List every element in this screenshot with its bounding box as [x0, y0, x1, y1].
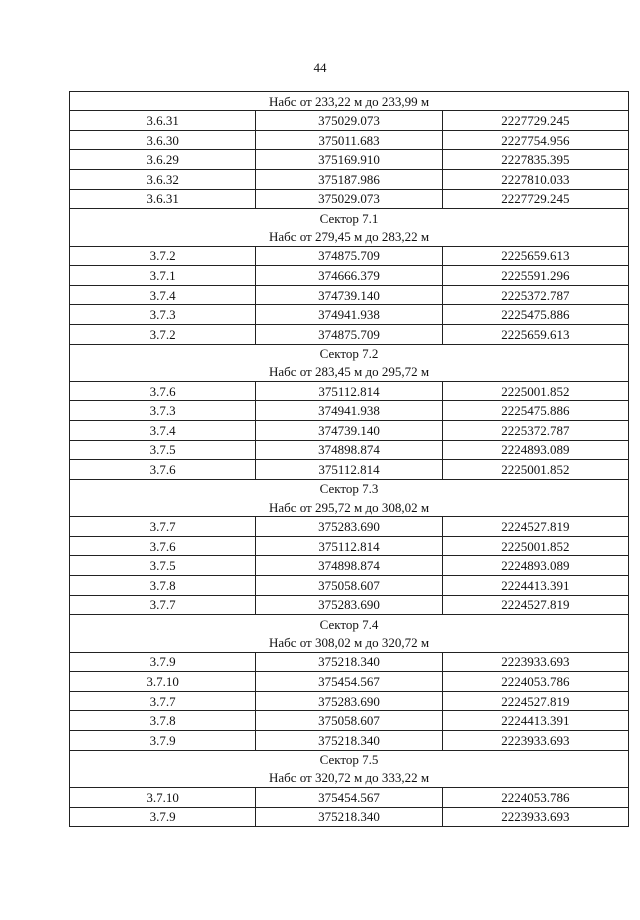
y-coordinate-cell: 2223933.693 [442, 730, 628, 750]
sector-heading-row [70, 344, 629, 363]
y-coordinate-cell: 2225372.787 [442, 421, 628, 441]
x-coordinate-cell: 375283.690 [256, 691, 442, 711]
x-coordinate-cell: 375029.073 [256, 111, 442, 131]
point-id-cell: 3.6.30 [70, 130, 256, 150]
point-id-cell: 3.7.2 [70, 246, 256, 266]
coordinates-table-body [70, 92, 629, 827]
table-row [70, 189, 629, 209]
point-id-cell: 3.6.31 [70, 111, 256, 131]
table-row [70, 652, 629, 672]
y-coordinate-cell: 2224893.089 [442, 556, 628, 576]
table-row [70, 536, 629, 556]
sector-heading-row [70, 209, 629, 228]
x-coordinate-cell: 375218.340 [256, 807, 442, 827]
x-coordinate-cell: 375169.910 [256, 150, 442, 170]
point-id-cell: 3.7.4 [70, 421, 256, 441]
y-coordinate-cell: 2227729.245 [442, 111, 628, 131]
y-coordinate-cell: 2225372.787 [442, 285, 628, 305]
table-row [70, 595, 629, 615]
y-coordinate-cell: 2225001.852 [442, 536, 628, 556]
table-row [70, 421, 629, 441]
point-id-cell: 3.7.3 [70, 305, 256, 325]
y-coordinate-cell: 2224413.391 [442, 576, 628, 596]
y-coordinate-cell: 2227835.395 [442, 150, 628, 170]
point-id-cell: 3.7.7 [70, 595, 256, 615]
page-number: 44 [313, 60, 327, 75]
point-id-cell: 3.6.32 [70, 169, 256, 189]
point-id-cell: 3.7.5 [70, 440, 256, 460]
x-coordinate-cell: 375454.567 [256, 787, 442, 807]
x-coordinate-cell: 375011.683 [256, 130, 442, 150]
table-row [70, 150, 629, 170]
height-range-label: Набс от 279,45 м до 283,22 м [70, 227, 629, 246]
table-row [70, 401, 629, 421]
y-coordinate-cell: 2224053.786 [442, 672, 628, 692]
table-row [70, 169, 629, 189]
x-coordinate-cell: 375112.814 [256, 460, 442, 480]
y-coordinate-cell: 2223933.693 [442, 807, 628, 827]
sector-title: Сектор 7.1 [70, 209, 629, 228]
point-id-cell: 3.7.8 [70, 711, 256, 731]
x-coordinate-cell: 375283.690 [256, 517, 442, 537]
height-range-row [70, 92, 629, 111]
table-row [70, 324, 629, 344]
table-row [70, 460, 629, 480]
point-id-cell: 3.7.6 [70, 381, 256, 401]
table-row [70, 440, 629, 460]
point-id-cell: 3.7.10 [70, 787, 256, 807]
point-id-cell: 3.7.1 [70, 266, 256, 286]
y-coordinate-cell: 2227729.245 [442, 189, 628, 209]
x-coordinate-cell: 375454.567 [256, 672, 442, 692]
x-coordinate-cell: 374875.709 [256, 324, 442, 344]
table-row [70, 517, 629, 537]
y-coordinate-cell: 2227810.033 [442, 169, 628, 189]
table-row [70, 730, 629, 750]
x-coordinate-cell: 374941.938 [256, 305, 442, 325]
point-id-cell: 3.7.7 [70, 517, 256, 537]
table-row [70, 381, 629, 401]
height-range-row [70, 227, 629, 246]
sector-heading-row [70, 615, 629, 634]
point-id-cell: 3.7.9 [70, 730, 256, 750]
x-coordinate-cell: 374898.874 [256, 556, 442, 576]
x-coordinate-cell: 374739.140 [256, 421, 442, 441]
y-coordinate-cell: 2224893.089 [442, 440, 628, 460]
point-id-cell: 3.7.4 [70, 285, 256, 305]
height-range-label: Набс от 283,45 м до 295,72 м [70, 363, 629, 382]
sector-title: Сектор 7.4 [70, 615, 629, 634]
y-coordinate-cell: 2223933.693 [442, 652, 628, 672]
point-id-cell: 3.7.6 [70, 460, 256, 480]
sector-title: Сектор 7.3 [70, 479, 629, 498]
table-row [70, 285, 629, 305]
table-row [70, 130, 629, 150]
y-coordinate-cell: 2224527.819 [442, 595, 628, 615]
y-coordinate-cell: 2225001.852 [442, 460, 628, 480]
table-row [70, 672, 629, 692]
y-coordinate-cell: 2225475.886 [442, 401, 628, 421]
x-coordinate-cell: 374875.709 [256, 246, 442, 266]
height-range-label: Набс от 233,22 м до 233,99 м [70, 92, 629, 111]
y-coordinate-cell: 2227754.956 [442, 130, 628, 150]
y-coordinate-cell: 2224053.786 [442, 787, 628, 807]
table-row [70, 556, 629, 576]
point-id-cell: 3.7.8 [70, 576, 256, 596]
height-range-label: Набс от 308,02 м до 320,72 м [70, 633, 629, 652]
sector-heading-row [70, 479, 629, 498]
point-id-cell: 3.7.9 [70, 652, 256, 672]
height-range-row [70, 498, 629, 517]
x-coordinate-cell: 375112.814 [256, 381, 442, 401]
point-id-cell: 3.7.9 [70, 807, 256, 827]
point-id-cell: 3.7.6 [70, 536, 256, 556]
y-coordinate-cell: 2224527.819 [442, 517, 628, 537]
coordinates-table [69, 91, 629, 827]
y-coordinate-cell: 2224527.819 [442, 691, 628, 711]
table-row [70, 691, 629, 711]
table-row [70, 807, 629, 827]
x-coordinate-cell: 375283.690 [256, 595, 442, 615]
point-id-cell: 3.7.2 [70, 324, 256, 344]
x-coordinate-cell: 375218.340 [256, 652, 442, 672]
height-range-label: Набс от 320,72 м до 333,22 м [70, 769, 629, 788]
point-id-cell: 3.6.31 [70, 189, 256, 209]
x-coordinate-cell: 375029.073 [256, 189, 442, 209]
point-id-cell: 3.7.10 [70, 672, 256, 692]
y-coordinate-cell: 2225659.613 [442, 324, 628, 344]
height-range-row [70, 633, 629, 652]
height-range-row [70, 769, 629, 788]
x-coordinate-cell: 375058.607 [256, 576, 442, 596]
sector-heading-row [70, 750, 629, 769]
point-id-cell: 3.7.7 [70, 691, 256, 711]
height-range-label: Набс от 295,72 м до 308,02 м [70, 498, 629, 517]
x-coordinate-cell: 375218.340 [256, 730, 442, 750]
table-row [70, 305, 629, 325]
height-range-row [70, 363, 629, 382]
x-coordinate-cell: 375058.607 [256, 711, 442, 731]
y-coordinate-cell: 2225475.886 [442, 305, 628, 325]
sector-title: Сектор 7.5 [70, 750, 629, 769]
table-row [70, 111, 629, 131]
table-row [70, 266, 629, 286]
table-row [70, 711, 629, 731]
table-row [70, 576, 629, 596]
point-id-cell: 3.6.29 [70, 150, 256, 170]
x-coordinate-cell: 374739.140 [256, 285, 442, 305]
y-coordinate-cell: 2225001.852 [442, 381, 628, 401]
x-coordinate-cell: 374941.938 [256, 401, 442, 421]
y-coordinate-cell: 2225659.613 [442, 246, 628, 266]
y-coordinate-cell: 2224413.391 [442, 711, 628, 731]
table-row [70, 246, 629, 266]
x-coordinate-cell: 375112.814 [256, 536, 442, 556]
x-coordinate-cell: 375187.986 [256, 169, 442, 189]
y-coordinate-cell: 2225591.296 [442, 266, 628, 286]
table-row [70, 787, 629, 807]
x-coordinate-cell: 374898.874 [256, 440, 442, 460]
point-id-cell: 3.7.3 [70, 401, 256, 421]
sector-title: Сектор 7.2 [70, 344, 629, 363]
x-coordinate-cell: 374666.379 [256, 266, 442, 286]
point-id-cell: 3.7.5 [70, 556, 256, 576]
